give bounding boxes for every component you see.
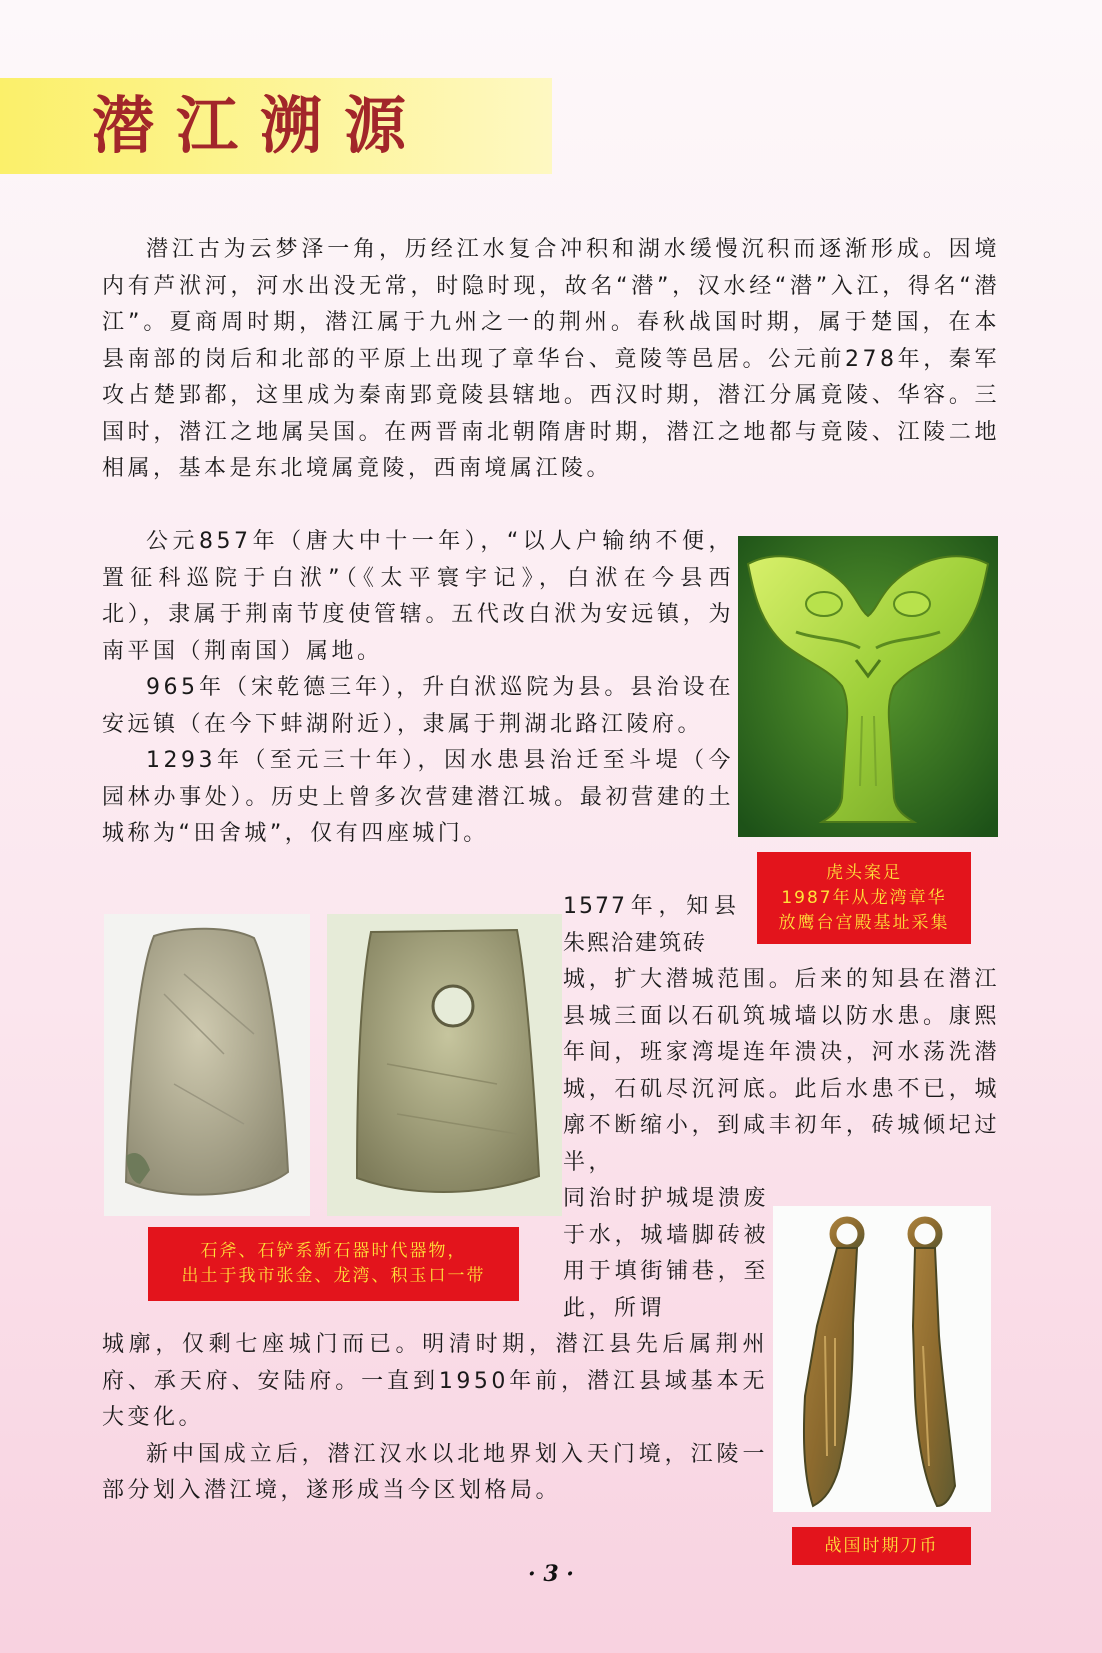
stone-tools-caption: [148, 1227, 519, 1301]
tiger-caption-line-3: 放鹰台宫殿基址采集: [778, 912, 950, 933]
paragraph-5c-text: 同治时护城堤溃废于水，城墙脚砖被用于填街铺巷，至此，所谓: [563, 1186, 769, 1321]
paragraphs-5-6: [102, 1327, 768, 1510]
paragraph-2-text: 公元857年（唐大中十一年），“以人户输纳不便，置征科巡院于白洑”（《太平寰宇记》，白洑在今县西北），隶属于荆南节度使管辖。五代改白洑为安远镇，为南平国（荆南国）属地。: [102, 529, 734, 664]
stone-caption-line-2: 出土于我市张金、龙湾、积玉口一带: [181, 1266, 486, 1286]
paragraph-4-text: 1293年（至元三十年），因水患县治迁至斗堤（今园林办事处）。历史上曾多次营建潜江城。最初营建的土城称为“田舍城”，仅有四座城门。: [102, 748, 734, 846]
paragraph-1: [102, 232, 1000, 488]
tiger-head-table-foot-photo: [738, 536, 998, 837]
tiger-caption-line-1: 虎头案足: [826, 862, 902, 883]
paragraph-3-text: 965年（宋乾德三年），升白洑巡院为县。县治设在安远镇（在今下蚌湖附近），隶属于荆湖北路江陵府。: [102, 675, 734, 737]
paragraph-5a-text: 1577年，知县朱熙洽建筑砖: [563, 894, 738, 956]
stone-axe-photo: [104, 914, 310, 1216]
paragraph-5b-text: 城，扩大潜城范围。后来的知县在潜江县城三面以石矶筑城墙以防水患。康熙年间，班家湾堤连年溃决，河水荡洗潜城，石矶尽沉河底。此后水患不已，城廓不断缩小，到咸丰初年，砖城倾圮过半，: [563, 967, 1000, 1175]
paragraph-5d-text: 城廓，仅剩七座城门而已。明清时期，潜江县先后属荆州府、承天府、安陆府。一直到1950年前，潜江县域基本无大变化。: [102, 1332, 768, 1430]
paragraph-5c: [563, 1181, 769, 1327]
paragraphs-2-4: [102, 524, 734, 853]
page-number: · 3 ·: [528, 1561, 574, 1587]
paragraph-5b: [563, 962, 1000, 1181]
paragraph-6-text: 新中国成立后，潜江汉水以北地界划入天门境，江陵一部分划入潜江境，遂形成当今区划格局。: [102, 1441, 768, 1503]
tiger-caption-line-2: 1987年从龙湾章华: [781, 887, 947, 908]
coin-caption-line: 战国时期刀币: [824, 1535, 939, 1556]
knife-coins-caption: [792, 1527, 971, 1565]
paragraph-1-text: 潜江古为云梦泽一角，历经江水复合冲积和湖水缓慢沉积而逐渐形成。因境内有芦洑河，河水出没无常，时隐时现，故名“潜”，汉水经“潜”入江，得名“潜江”。夏商周时期，潜江属于九州之一的荆州。春秋战国时期，属于楚国，在本县南部的岗后和北部的平原上出现了章华台、竟陵等邑居。公元前278年，秦军攻占楚郢都，这里成为秦南郢竟陵县辖地。西汉时期，潜江分属竟陵、华容。三国时，潜江之地属吴国。在两晋南北朝隋唐时期，潜江之地都与竟陵、江陵二地相属，基本是东北境属竟陵，西南境属江陵。: [102, 237, 1000, 481]
stone-shovel-photo: [327, 914, 562, 1216]
page-title: 潜江溯源: [92, 89, 429, 162]
stone-caption-line-1: 石斧、石铲系新石器时代器物，: [200, 1241, 467, 1261]
tiger-photo-caption: [757, 852, 971, 944]
paragraph-5a: [563, 889, 738, 962]
knife-coins-photo: [773, 1206, 991, 1512]
title-band: [0, 78, 552, 174]
